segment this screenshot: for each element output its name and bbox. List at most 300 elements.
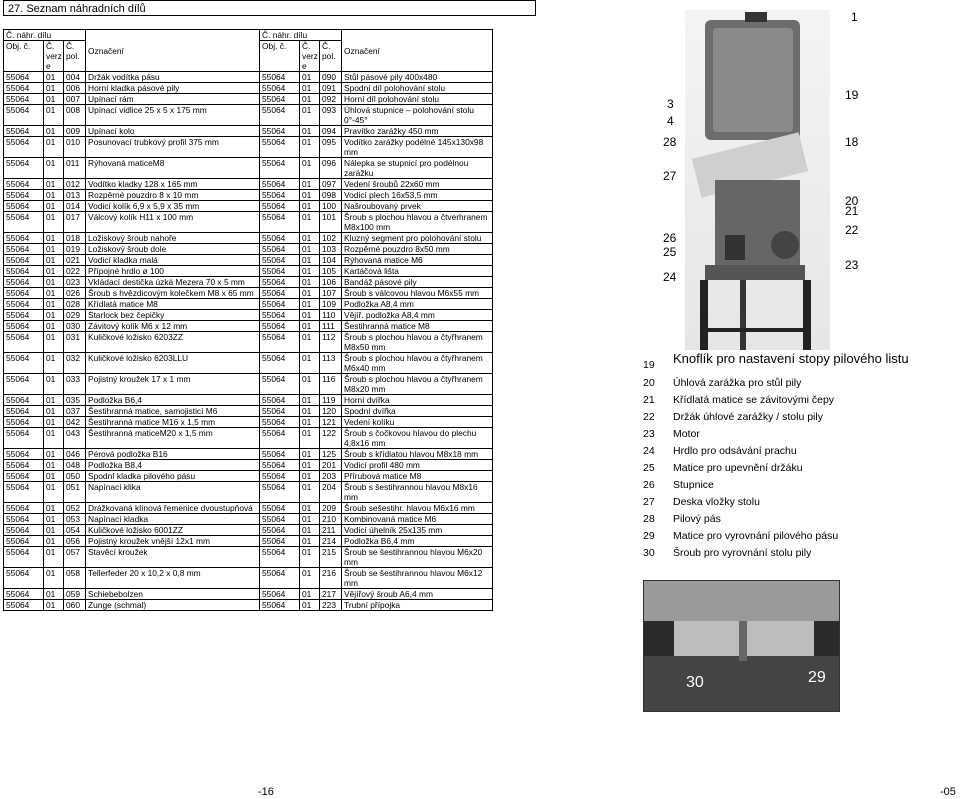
table-cell: 55064 <box>4 395 44 406</box>
table-cell: 105 <box>320 266 342 277</box>
table-cell: 55064 <box>260 179 300 190</box>
table-cell: 55064 <box>4 255 44 266</box>
table-cell: Napínací klika <box>86 482 260 503</box>
table-cell: 01 <box>44 233 64 244</box>
table-cell: Šroub s plochou hlavou a čtyřhranem M6x40 mm <box>342 353 493 374</box>
table-cell: 55064 <box>260 353 300 374</box>
table-cell: 037 <box>64 406 86 417</box>
table-cell: Šroub s válcovou hlavou M6x55 mm <box>342 288 493 299</box>
table-cell: 01 <box>44 105 64 126</box>
table-cell: Kuličkové ložisko 6203LLU <box>86 353 260 374</box>
table-cell: 01 <box>300 288 320 299</box>
table-cell: 55064 <box>4 277 44 288</box>
table-cell: Horní kladka pásové pily <box>86 83 260 94</box>
table-row <box>4 589 493 600</box>
table-cell: 55064 <box>4 525 44 536</box>
table-cell: 01 <box>300 277 320 288</box>
legend-item <box>643 547 943 559</box>
table-cell: Spodní kladka pilového pásu <box>86 471 260 482</box>
table-cell: 01 <box>44 471 64 482</box>
table-cell: Šroub s hvězdicovým kolečkem M8 x 65 mm <box>86 288 260 299</box>
table-row <box>4 536 493 547</box>
table-cell: Horní dvířka <box>342 395 493 406</box>
table-cell: Vedení kolíku <box>342 417 493 428</box>
table-row <box>4 417 493 428</box>
callout-27: 27 <box>663 169 677 183</box>
table-cell: 098 <box>320 190 342 201</box>
table-cell: Šroub se šestihrannou hlavou M6x12 mm <box>342 568 493 589</box>
table-cell: Šroub se šestihrannou hlavou M6x20 mm <box>342 547 493 568</box>
table-cell: 55064 <box>260 244 300 255</box>
table-row <box>4 514 493 525</box>
table-cell: Šroub s čočkovou hlavou do plechu 4,8x16 mm <box>342 428 493 449</box>
table-cell: 55064 <box>260 190 300 201</box>
table-cell: 094 <box>320 126 342 137</box>
table-cell: 101 <box>320 212 342 233</box>
callout-3: 3 <box>667 97 674 111</box>
band-saw-drawing <box>685 10 830 350</box>
legend-item <box>643 496 943 508</box>
table-cell: 01 <box>300 299 320 310</box>
legend-item <box>643 377 943 389</box>
table-cell: 01 <box>44 158 64 179</box>
table-cell: 01 <box>44 482 64 503</box>
table-cell: 55064 <box>260 428 300 449</box>
table-cell: 55064 <box>260 514 300 525</box>
table-cell: 091 <box>320 83 342 94</box>
table-cell: Podložka A8,4 mm <box>342 299 493 310</box>
table-cell: 019 <box>64 244 86 255</box>
table-cell: Vedení šroubů 22x60 mm <box>342 179 493 190</box>
table-cell: 01 <box>44 417 64 428</box>
table-cell: 01 <box>300 417 320 428</box>
table-cell: 096 <box>320 158 342 179</box>
table-cell: 55064 <box>4 244 44 255</box>
table-cell: 01 <box>44 266 64 277</box>
table-cell: Šestihranná maticeM20 x 1,5 mm <box>86 428 260 449</box>
table-cell: 55064 <box>4 332 44 353</box>
legend-item <box>643 394 943 406</box>
table-cell: Křídlatá matice M8 <box>86 299 260 310</box>
header-version-right: Č. verz e <box>300 41 320 72</box>
table-cell: 55064 <box>260 137 300 158</box>
table-cell: Stůl pásové pily 400x480 <box>342 72 493 83</box>
table-cell: 01 <box>300 568 320 589</box>
table-cell: 55064 <box>260 449 300 460</box>
table-row <box>4 568 493 589</box>
table-cell: 018 <box>64 233 86 244</box>
table-row <box>4 374 493 395</box>
table-cell: 01 <box>44 395 64 406</box>
table-cell: 01 <box>300 460 320 471</box>
table-cell: 109 <box>320 299 342 310</box>
table-cell: 01 <box>300 201 320 212</box>
table-cell: 119 <box>320 395 342 406</box>
table-cell: 100 <box>320 201 342 212</box>
table-cell: 032 <box>64 353 86 374</box>
table-cell: 55064 <box>260 332 300 353</box>
table-cell: 056 <box>64 536 86 547</box>
table-cell: 55064 <box>4 233 44 244</box>
table-cell: Nálepka se stupnicí pro podélnou zarážku <box>342 158 493 179</box>
table-cell: Trubní přípojka <box>342 600 493 611</box>
table-row <box>4 547 493 568</box>
table-cell: Rýhovaná matice M6 <box>342 255 493 266</box>
callout-26: 26 <box>663 231 677 245</box>
table-cell: 55064 <box>4 503 44 514</box>
table-cell: 110 <box>320 310 342 321</box>
table-cell: 55064 <box>260 233 300 244</box>
callout-1: 1 <box>851 10 858 24</box>
legend-text: Šroub pro vyrovnání stolu pily <box>673 547 812 559</box>
table-cell: 55064 <box>4 460 44 471</box>
table-row <box>4 288 493 299</box>
table-cell: 203 <box>320 471 342 482</box>
header-part-number-left: Č. náhr. dílu <box>4 30 86 41</box>
table-cell: Šroub s plochou hlavou a čtverhranem M8x100 mm <box>342 212 493 233</box>
table-cell: 031 <box>64 332 86 353</box>
legend-number: 28 <box>643 513 655 525</box>
table-cell: 048 <box>64 460 86 471</box>
legend-item <box>643 513 943 525</box>
table-cell: Zunge (schmal) <box>86 600 260 611</box>
legend-item <box>643 462 943 474</box>
table-cell: Rýhovaná maticeM8 <box>86 158 260 179</box>
table-cell: 01 <box>300 72 320 83</box>
table-cell: 112 <box>320 332 342 353</box>
table-cell: Rozpěrné pouzdro 8x50 mm <box>342 244 493 255</box>
table-cell: 01 <box>44 255 64 266</box>
table-cell: 026 <box>64 288 86 299</box>
table-cell: 01 <box>44 310 64 321</box>
legend-text: Křídlatá matice se závitovými čepy <box>673 394 835 406</box>
table-row <box>4 395 493 406</box>
table-cell: 102 <box>320 233 342 244</box>
table-cell: 008 <box>64 105 86 126</box>
table-cell: 01 <box>44 83 64 94</box>
table-cell: Upínací vidlice 25 x 5 x 175 mm <box>86 105 260 126</box>
table-cell: 022 <box>64 266 86 277</box>
table-cell: 092 <box>320 94 342 105</box>
table-cell: 55064 <box>260 417 300 428</box>
table-cell: Kombinovaná matice M6 <box>342 514 493 525</box>
table-cell: 55064 <box>4 137 44 158</box>
table-row <box>4 277 493 288</box>
table-cell: 033 <box>64 374 86 395</box>
table-cell: Stavěcí kroužek <box>86 547 260 568</box>
table-cell: 55064 <box>4 536 44 547</box>
table-cell: 029 <box>64 310 86 321</box>
table-cell: 55064 <box>4 547 44 568</box>
table-cell: 01 <box>44 503 64 514</box>
table-cell: Vodicí kladka malá <box>86 255 260 266</box>
callout-30: 30 <box>686 674 704 691</box>
table-cell: Posunovací trubkový profil 375 mm <box>86 137 260 158</box>
table-cell: Spodní díl polohování stolu <box>342 83 493 94</box>
table-cell: 01 <box>300 179 320 190</box>
table-cell: 01 <box>300 83 320 94</box>
table-cell: 55064 <box>260 288 300 299</box>
table-cell: 01 <box>300 589 320 600</box>
table-cell: 01 <box>300 536 320 547</box>
legend-item <box>643 411 943 423</box>
table-cell: Podložka B8,4 <box>86 460 260 471</box>
table-cell: 55064 <box>4 374 44 395</box>
band-saw-photo <box>685 10 830 350</box>
table-row <box>4 179 493 190</box>
table-row <box>4 158 493 179</box>
table-cell: 01 <box>300 525 320 536</box>
legend-number: 27 <box>643 496 655 508</box>
table-cell: 122 <box>320 428 342 449</box>
table-cell: 01 <box>44 332 64 353</box>
table-cell: 01 <box>44 536 64 547</box>
table-cell: 004 <box>64 72 86 83</box>
table-cell: 55064 <box>260 212 300 233</box>
table-cell: 103 <box>320 244 342 255</box>
table-cell: 55064 <box>260 374 300 395</box>
table-row <box>4 94 493 105</box>
table-cell: 55064 <box>260 266 300 277</box>
table-cell: Napínací kladka <box>86 514 260 525</box>
table-cell: Rozpěrné pouzdro 8 x 10 mm <box>86 190 260 201</box>
table-cell: Ložiskový šroub dole <box>86 244 260 255</box>
table-cell: Vodicí kolík 6,9 x 5,9 x 35 mm <box>86 201 260 212</box>
table-cell: 050 <box>64 471 86 482</box>
table-cell: Kuličkové ložisko 6203ZZ <box>86 332 260 353</box>
table-cell: 55064 <box>4 288 44 299</box>
legend-text: Úhlová zarážka pro stůl pily <box>673 377 802 389</box>
table-cell: Kuličkové ložisko 6001ZZ <box>86 525 260 536</box>
table-cell: Šestihranná matice M16 x 1,5 mm <box>86 417 260 428</box>
table-cell: 01 <box>300 374 320 395</box>
table-cell: Podložka B6,4 mm <box>342 536 493 547</box>
table-cell: 097 <box>320 179 342 190</box>
table-cell: 01 <box>300 600 320 611</box>
table-cell: 01 <box>44 406 64 417</box>
table-cell: 55064 <box>4 72 44 83</box>
table-cell: 01 <box>300 332 320 353</box>
table-row <box>4 266 493 277</box>
table-cell: 01 <box>300 395 320 406</box>
table-cell: 060 <box>64 600 86 611</box>
table-row <box>4 126 493 137</box>
callout-21: 21 <box>845 204 859 218</box>
legend-item <box>643 445 943 457</box>
table-cell: 55064 <box>260 503 300 514</box>
table-cell: 120 <box>320 406 342 417</box>
table-cell: 046 <box>64 449 86 460</box>
header-obj-left: Obj. č. <box>4 41 44 72</box>
table-cell: 55064 <box>260 525 300 536</box>
table-cell: 55064 <box>260 589 300 600</box>
table-cell: 053 <box>64 514 86 525</box>
table-cell: 01 <box>44 600 64 611</box>
table-cell: 01 <box>300 94 320 105</box>
table-cell: 217 <box>320 589 342 600</box>
table-cell: 55064 <box>4 321 44 332</box>
legend-number: 24 <box>643 445 655 457</box>
table-cell: 043 <box>64 428 86 449</box>
table-cell: 01 <box>44 72 64 83</box>
table-cell: Šroub sešestihr. hlavou M6x16 mm <box>342 503 493 514</box>
table-cell: Vodicí plech 16x53,5 mm <box>342 190 493 201</box>
header-name-left: Označení <box>86 30 260 72</box>
table-cell: 01 <box>300 158 320 179</box>
table-cell: 093 <box>320 105 342 126</box>
table-cell: 55064 <box>4 589 44 600</box>
page-number-left: -16 <box>258 786 274 798</box>
table-cell: 01 <box>44 201 64 212</box>
table-cell: 01 <box>300 190 320 201</box>
table-cell: 104 <box>320 255 342 266</box>
table-row <box>4 299 493 310</box>
table-cell: 214 <box>320 536 342 547</box>
table-cell: 55064 <box>260 547 300 568</box>
table-cell: Podložka B6,4 <box>86 395 260 406</box>
detail-photo <box>643 580 840 712</box>
table-cell: Ložiskový šroub nahoře <box>86 233 260 244</box>
table-cell: 01 <box>44 179 64 190</box>
legend-number: 30 <box>643 547 655 559</box>
table-row <box>4 105 493 126</box>
legend-number: 25 <box>643 462 655 474</box>
table-cell: 55064 <box>260 94 300 105</box>
table-cell: 090 <box>320 72 342 83</box>
table-cell: 01 <box>44 321 64 332</box>
table-cell: Vodicí profil 480 mm <box>342 460 493 471</box>
table-cell: Vodítko zarážky podélné 145x130x98 mm <box>342 137 493 158</box>
table-cell: 01 <box>300 137 320 158</box>
table-cell: 052 <box>64 503 86 514</box>
table-cell: 009 <box>64 126 86 137</box>
table-cell: 55064 <box>260 321 300 332</box>
table-cell: 01 <box>44 589 64 600</box>
table-cell: 01 <box>44 126 64 137</box>
table-cell: 01 <box>300 449 320 460</box>
table-cell: Válcový kolík H11 x 100 mm <box>86 212 260 233</box>
table-cell: 051 <box>64 482 86 503</box>
table-cell: 55064 <box>260 536 300 547</box>
table-row <box>4 83 493 94</box>
table-cell: 01 <box>300 471 320 482</box>
table-row <box>4 310 493 321</box>
legend-text: Stupnice <box>673 479 714 491</box>
table-cell: 023 <box>64 277 86 288</box>
table-cell: 030 <box>64 321 86 332</box>
table-cell: 55064 <box>260 482 300 503</box>
callout-24: 24 <box>663 270 677 284</box>
callout-29: 29 <box>808 669 826 686</box>
legend-number: 22 <box>643 411 655 423</box>
table-row <box>4 353 493 374</box>
table-cell: 107 <box>320 288 342 299</box>
table-cell: 55064 <box>4 299 44 310</box>
table-cell: 035 <box>64 395 86 406</box>
table-row <box>4 525 493 536</box>
table-cell: Starlock bez čepičky <box>86 310 260 321</box>
table-cell: 55064 <box>4 83 44 94</box>
table-cell: 55064 <box>4 449 44 460</box>
table-cell: 55064 <box>260 568 300 589</box>
legend-item <box>643 428 943 440</box>
table-cell: 55064 <box>260 310 300 321</box>
table-cell: 01 <box>44 288 64 299</box>
table-cell: Šroub s šestihrannou hlavou M8x16 mm <box>342 482 493 503</box>
table-cell: 55064 <box>4 105 44 126</box>
legend-item <box>643 351 943 371</box>
table-cell: 01 <box>300 233 320 244</box>
legend-text: Motor <box>673 428 700 440</box>
table-cell: 55064 <box>260 158 300 179</box>
table-cell: 55064 <box>260 600 300 611</box>
table-cell: 106 <box>320 277 342 288</box>
callout-19: 19 <box>845 88 859 102</box>
table-cell: 059 <box>64 589 86 600</box>
table-row <box>4 460 493 471</box>
table-cell: 211 <box>320 525 342 536</box>
legend-text: Deska vložky stolu <box>673 496 760 508</box>
table-cell: 55064 <box>4 266 44 277</box>
legend-number: 19 <box>643 359 655 371</box>
table-cell: 006 <box>64 83 86 94</box>
table-cell: 01 <box>44 277 64 288</box>
table-cell: Kluzný segment pro polohování stolu <box>342 233 493 244</box>
table-cell: 01 <box>300 321 320 332</box>
table-cell: 01 <box>300 266 320 277</box>
table-cell: 125 <box>320 449 342 460</box>
table-cell: Horní díl polohování stolu <box>342 94 493 105</box>
table-cell: 021 <box>64 255 86 266</box>
table-cell: 01 <box>44 212 64 233</box>
table-row <box>4 72 493 83</box>
page-number-right: -05 <box>940 786 956 798</box>
detail-drawing <box>644 581 839 711</box>
table-cell: Bandáž pásové pily <box>342 277 493 288</box>
table-cell: 55064 <box>4 471 44 482</box>
legend-list <box>643 351 943 564</box>
table-cell: 014 <box>64 201 86 212</box>
header-pos-right: Č. pol. <box>320 41 342 72</box>
table-cell: 01 <box>300 105 320 126</box>
table-row <box>4 137 493 158</box>
table-cell: Držák vodítka pásu <box>86 72 260 83</box>
table-cell: 55064 <box>4 428 44 449</box>
table-cell: 121 <box>320 417 342 428</box>
table-row <box>4 406 493 417</box>
section-title: 27. Seznam náhradních dílů <box>3 0 536 16</box>
table-cell: 201 <box>320 460 342 471</box>
header-pos-left: Č. pol. <box>64 41 86 72</box>
table-cell: 01 <box>300 255 320 266</box>
table-cell: 55064 <box>260 406 300 417</box>
table-cell: 01 <box>44 94 64 105</box>
table-cell: 55064 <box>260 83 300 94</box>
table-cell: Tellerfeder 20 x 10,2 x 0,8 mm <box>86 568 260 589</box>
table-cell: 01 <box>300 212 320 233</box>
callout-25: 25 <box>663 245 677 259</box>
table-cell: Spodní dvířka <box>342 406 493 417</box>
table-cell: 209 <box>320 503 342 514</box>
table-cell: 55064 <box>4 179 44 190</box>
legend-text: Pilový pás <box>673 513 721 525</box>
table-cell: Našroubovaný prvek <box>342 201 493 212</box>
table-cell: 55064 <box>4 417 44 428</box>
table-cell: 116 <box>320 374 342 395</box>
table-cell: Kartáčová lišta <box>342 266 493 277</box>
table-cell: 55064 <box>4 201 44 212</box>
table-row <box>4 255 493 266</box>
